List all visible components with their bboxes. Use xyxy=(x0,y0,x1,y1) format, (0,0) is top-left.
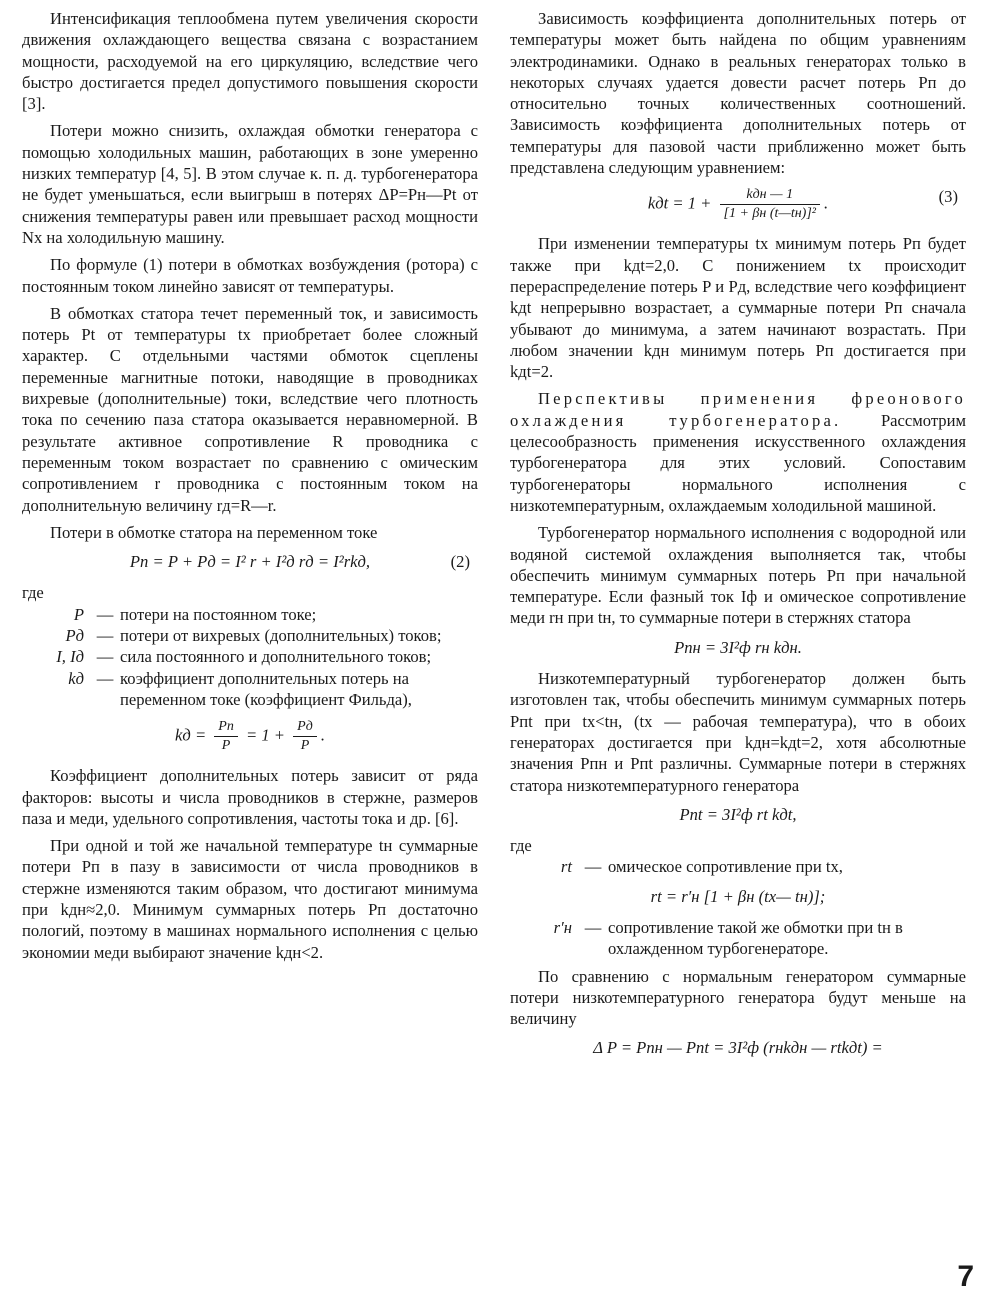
paragraph: Низкотемпературный турбогенератор должен быть изготовлен так, чтобы обеспечить минимум суммарных потерь Pпt при tх<tн, (tх — рабочая температура), что в обоих генераторах достигается при kдн=kдt=2, хотя абсолютные значения Pпн и Pпt различны. Суммарные потери в стержнях статора низкотемпературного генератора xyxy=(510,669,966,795)
equation-number: (3) xyxy=(938,187,958,207)
paragraph: Потери в обмотке статора на переменном токе xyxy=(50,522,378,542)
equation-3: kдt = 1 + $\frac{\text{kдн — 1}}{\text{[1 + βн (t—tн)]²}}$ . (3) xyxy=(647,187,958,222)
paragraph: Интенсификация теплообмена путем увеличения скорости движения охлаждающего вещества связана с возрастанием мощности, расходуемой на его циркуляцию, вследствие чего быстро достигается предел допустимого повышения скорости [3]. xyxy=(22,9,478,114)
definition-symbol: r′н xyxy=(553,917,572,937)
definition-list: где rt — омическое сопротивление при tх, xyxy=(510,835,966,878)
left-column xyxy=(22,8,478,969)
section-heading: Перспективы применения фреонового охлаждения турбогенератора. xyxy=(510,389,966,430)
equation-body: Pп = P + Pд = I² r + I²д rд = I²rkд, xyxy=(129,552,371,572)
equation-delta-p: Δ P = Pпн — Pпt = 3I²ф (rнkдн — rtkдt) = xyxy=(593,1038,883,1058)
equation-number: (2) xyxy=(450,552,470,572)
definition-text: потери от вихревых (дополнительных) токов; xyxy=(120,626,442,646)
equation-ppt: Pпt = 3I²ф rt kдt, xyxy=(679,804,797,824)
equation-2 xyxy=(22,551,478,572)
fraction: $\frac{Pп}{P}$ xyxy=(214,718,238,755)
paragraph: Зависимость коэффициента дополнительных потерь от температуры может быть найдена по общим уравнениям электродинамики. Однако в реальных генераторах только в некоторых случаях удается довести расчет потерь Pп до относительно точных количественных соотношений. Зависимость коэффициента дополнительных потерь от температуры для пазовой части приближенно может быть представлена следующим уравнением: xyxy=(510,9,966,178)
definition-text: омическое сопротивление при tх, xyxy=(608,857,843,877)
fraction: $\frac{Pд}{P}$ xyxy=(293,718,317,755)
definition-text: сила постоянного и дополнительного токов; xyxy=(120,647,432,667)
definition-symbol: I, Iд xyxy=(56,647,84,667)
paragraph: При одной и той же начальной температуре tн суммарные потери Pп в пазу в зависимости от числа проводников в стержне изменяются таким образом, что достигают минимума при kдн≈2,0. Минимум суммарных потерь Pп достаточно пологий, поэтому в машинах нормального исполнения с целью экономии меди выбирают значение kдн<2. xyxy=(22,836,478,962)
section-paragraph: Перспективы применения фреонового охлаждения турбогенератора. Рассмотрим целесообразность применения искусственного охлаждения турбогенератора для этих условий. Сопоставим турбогенераторы нормального исполнения с низкотемпературным, охлаждаемым холодильной машиной. xyxy=(510,389,966,515)
definition-symbol: rt xyxy=(560,857,572,877)
paragraph: При изменении температуры tх минимум потерь Pп будет также при kдt=2,0. С понижением tх происходит перераспределение потерь P и Pд, вследствие чего коэффициент kдt непрерывно возрастает, а суммарные потери Pп сначала убывают до минимума, а затем начинают возрастать. При любом значении kдн минимум потерь Pп достигается при kдt=2. xyxy=(510,234,966,382)
where-label: где xyxy=(22,583,44,603)
definition-symbol: kд xyxy=(68,668,84,688)
equation-kd: kд = $\frac{Pп}{P}$ = 1 + $\frac{Pд}{P}$ . xyxy=(175,719,325,754)
paragraph: По сравнению с нормальным генератором суммарные потери низкотемпературного генератора будут меньше на величину xyxy=(510,966,966,1029)
equation-rt: rt = r′н [1 + βн (tх— tн)]; xyxy=(650,886,826,906)
paragraph: Потери можно снизить, охлаждая обмотки генератора с помощью холодильных машин, работающих в зоне умеренно низких температур [4, 5]. В этом случае к. п. д. турбогенератора не будет уменьшаться, если выигрыш в потерях ΔP=Pн—Pt от снижения температуры равен или превышает расход мощности Nх на холодильную машину. xyxy=(22,121,478,247)
paragraph: В обмотках статора течет переменный ток, и зависимость потерь Pt от температуры tх приобретает более сложный характер. С отдельными частями обмоток сцеплены переменные магнитные потоки, наводящие в проводниках вихревые (дополнительные) токи, вследствие чего плотность тока по сечению паза статора оказывается неравномерной. В результате активное сопротивление R проводника с переменным током возрастает по сравнению с омическим сопротивлением r проводника с постоянным током на дополнительную величину rд=R—r. xyxy=(22,303,478,515)
definition-text: коэффициент дополнительных потерь на переменном токе (коэффициент Фильда), xyxy=(120,668,412,709)
definition-list: r′н — сопротивление такой же обмотки при tн в охлажденном турбогенераторе. xyxy=(510,917,966,960)
right-column xyxy=(510,8,966,1069)
definition-symbol: Pд xyxy=(65,626,84,646)
fraction: $\frac{\text{kдн — 1}}{\text{[1 + βн (t—tн)]²}}$ xyxy=(720,186,820,223)
definition-text: потери на постоянном токе; xyxy=(120,604,317,624)
definition-list: где P — потери на постоянном токе; Pд — потери от вихревых (дополнительных) токов; I, Iд — сила постоянного и дополнительного токов; kд — коэффициент дополнительных потерь на переменном токе (коэффициент Фильда), xyxy=(22,582,478,710)
equation-ppn: Pпн = 3I²ф rн kдн. xyxy=(674,637,802,657)
paragraph: Турбогенератор нормального исполнения с водородной или водяной системой охлаждения выполняется так, чтобы обеспечить минимум суммарных потерь Pп при начальной температуре. Если фазный ток Iф и омическое сопротивление меди rн при tн, то суммарные потери в стержнях статора xyxy=(510,523,966,628)
where-label: где xyxy=(510,836,532,856)
paragraph: Коэффициент дополнительных потерь зависит от ряда факторов: высоты и числа проводников в стержне, размеров паза и меди, удельного сопротивления, частоты тока и др. [6]. xyxy=(22,766,478,828)
definition-text: сопротивление такой же обмотки при tн в охлажденном турбогенераторе. xyxy=(608,917,903,959)
definition-symbol: P xyxy=(73,604,84,624)
page-number: 7 xyxy=(957,1260,974,1293)
paragraph: По формуле (1) потери в обмотках возбуждения (ротора) с постоянным током линейно зависят от температуры. xyxy=(22,255,478,296)
